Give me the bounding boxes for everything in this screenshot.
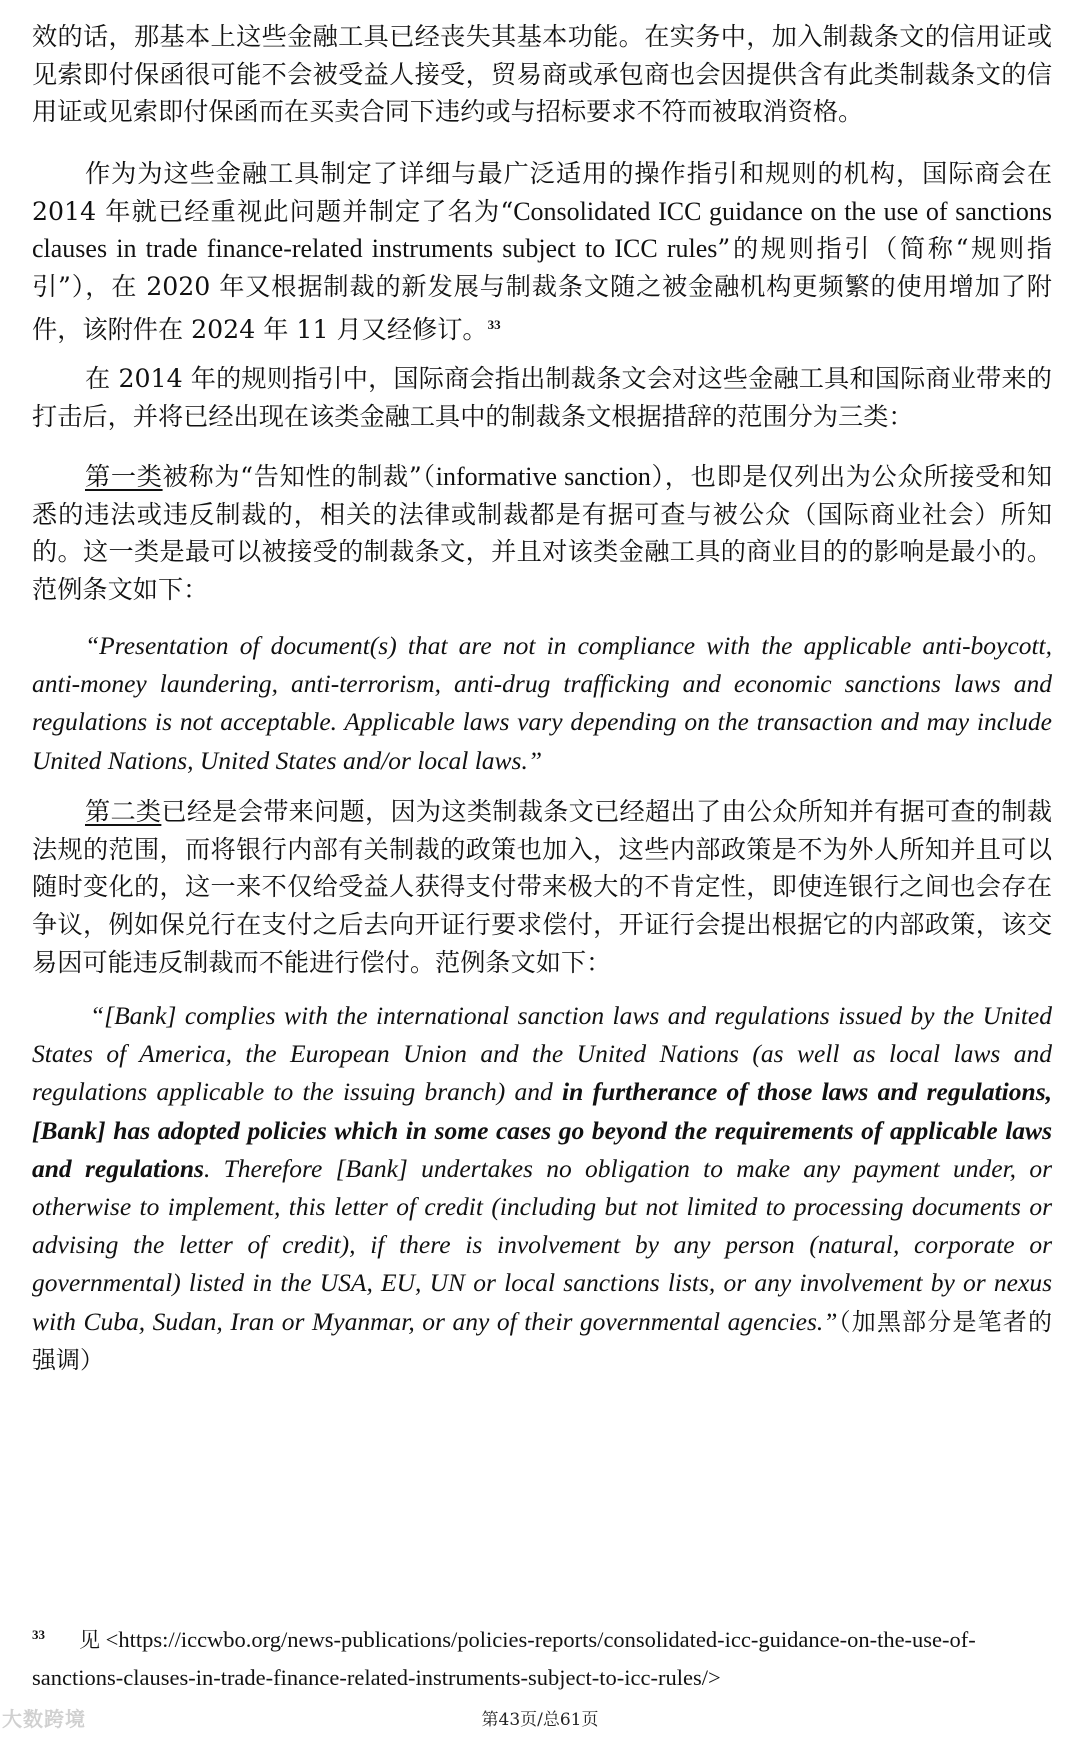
footnote-reference[interactable]: 33 (487, 316, 501, 332)
category-one-label: 第一类 (85, 462, 163, 491)
paragraph-category-two (32, 793, 1052, 982)
guidance-title: Consolidated ICC guidance on the use of sanctions clauses in trade finance-related instruments subject to ICC rules (32, 196, 1052, 264)
informative-sanction-term: informative sanction (435, 462, 651, 491)
footnote-prefix: 见 (79, 1628, 100, 1652)
footnote (32, 1616, 1052, 1696)
paragraph-text: ），也即是仅列出为公众所接受和知悉的违法或违反制裁的，相关的法律或制裁都是有据可查与被公众（国际商业社会）所知的。这一类是最可以被接受的制裁条文，并且对该类金融工具的商业目的的影响是最小的。范例条文如下： (32, 462, 1053, 605)
paragraph-text: 已经是会带来问题，因为这类制裁条文已经超出了由公众所知并有据可查的制裁法规的范围，而将银行内部有关制裁的政策也加入，这些内部政策是不为外人所知并且可以随时变化的，这一来不仅给受益人获得支付带来极大的不肯定性，即使连银行之间也会存在争议，例如保兑行在支付之后去向开证行要求偿付，开证行会提出根据它的内部政策，该交易因可能违反制裁而不能进行偿付。范例条文如下： (32, 797, 1053, 977)
page-number: 第43页/总61页 (481, 1710, 599, 1730)
clause-text: “[Bank] complies with the international sanction laws and regulations issued by the United States of America, the European Union and the United Nations (as well as local laws and regulations applicable to the issuing branch) and (32, 1001, 1052, 1107)
clause-text: . Therefore [Bank] undertakes no obligation to make any payment under, or otherwise to implement, this letter of credit (including but not limited to processing documents or advising the letter of credit), if there is involvement by any person (natural, corporate or governmental) listed in the USA, EU, UN or local sanctions lists, or any involvement by or nexus with Cuba, Sudan, Iran or Myanmar, or any of their governmental agencies.” (32, 1153, 1052, 1336)
footnote-number: 33 (32, 1627, 45, 1642)
paragraph-text: ”的规则指引（简称“规则指引”），在 2020 年又根据制裁的新发展与制裁条文随之被金融机构更频繁的使用增加了附件，该附件在 2024 年 11 月又经修订。 (32, 234, 1053, 344)
paragraph-intro: 效的话，那基本上这些金融工具已经丧失其基本功能。在实务中，加入制裁条文的信用证或见索即付保函很可能不会被受益人接受，贸易商或承包商也会因提供含有此类制裁条文的信用证或见索即付保函而在买卖合同下违约或与招标要求不符而被取消资格。 (32, 22, 1052, 127)
author-emphasis-note: （加黑部分是笔者的强调） (32, 1307, 1052, 1374)
example-clause-one: “Presentation of document(s) that are not in compliance with the applicable anti-boycott, anti-money laundering, anti-terrorism, anti-drug trafficking and economic sanctions laws and regulations is not acceptable. Applicable laws vary depending on the transaction and may include United Nations, United States and/or local laws.” (32, 631, 1052, 775)
paragraph-text: 被称为“告知性的制裁”（ (162, 462, 436, 491)
paragraph-text: 作为为这些金融工具制定了详细与最广泛适用的操作指引和规则的机构，国际商会在 2014 年就已经重视此问题并制定了名为“ (32, 159, 1052, 226)
emphasized-clause-text: in furtherance of those laws and regulations, [Bank] has adopted policies which in some cases go beyond the requirements of applicable laws and regulations (32, 1077, 1053, 1183)
watermark-logo: 大数跨境 (2, 1707, 86, 1731)
paragraph-category-one (32, 458, 1052, 609)
footnote-link[interactable]: <https://iccwbo.org/news-publications/policies-reports/consolidated-icc-guidance-on-the-use-of-sanctions-clauses-in-trade-finance-related-instruments-subject-to-icc-rules/> (32, 1627, 976, 1690)
paragraph-icc-guidance (32, 155, 1052, 349)
paragraph-three-categories: 在 2014 年的规则指引中，国际商会指出制裁条文会对这些金融工具和国际商业带来的打击后，并将已经出现在该类金融工具中的制裁条文根据措辞的范围分为三类： (32, 364, 1052, 431)
category-two-label: 第二类 (85, 797, 162, 826)
example-clause-two (32, 997, 1052, 1379)
